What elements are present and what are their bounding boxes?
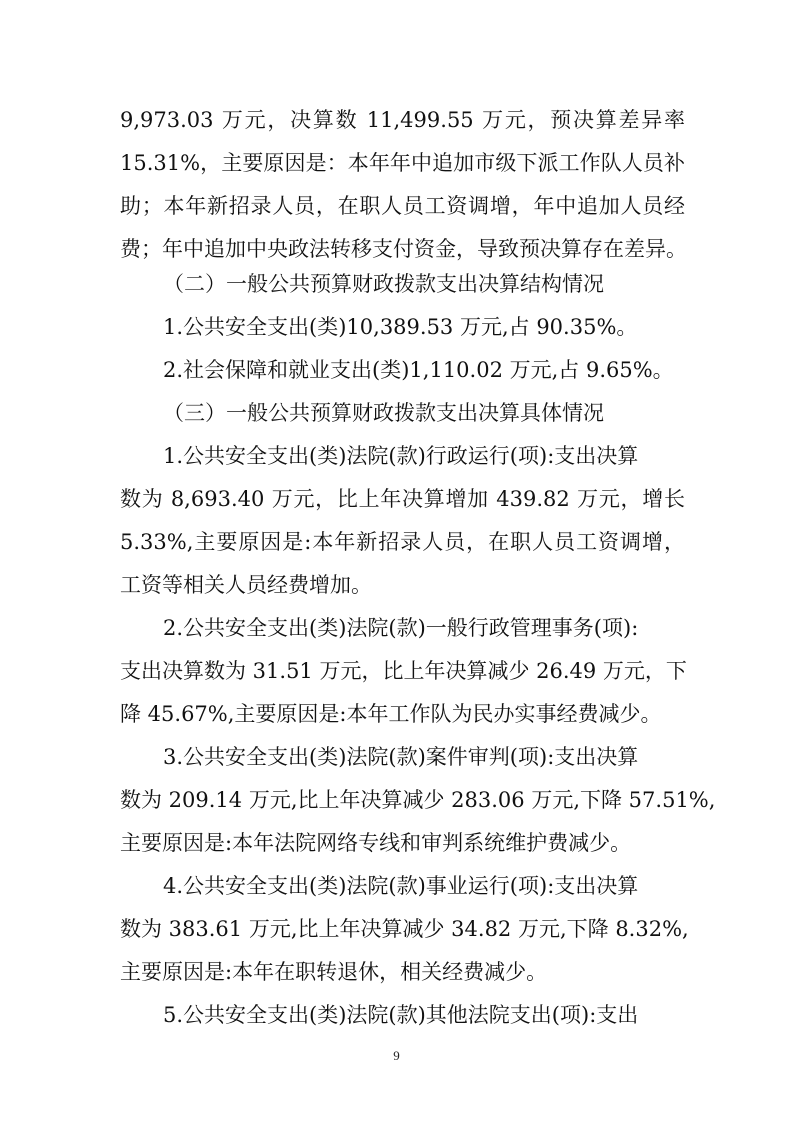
body-line: 数为 209.14 万元,比上年决算减少 283.06 万元,下降 57.51%, [120, 788, 716, 812]
body-line: 支出决算数为 31.51 万元，比上年决算减少 26.49 万元，下 [120, 659, 687, 683]
body-line-last: 主要原因是:本年法院网络专线和审判系统维护费减少。 [120, 831, 632, 855]
body-line: 助；本年新招录人员，在职人员工资调增，年中追加人员经 [120, 194, 685, 218]
list-item: 2.社会保障和就业支出(类)1,110.02 万元,占 9.65%。 [163, 358, 674, 382]
section-heading: （二）一般公共预算财政拨款支出决算结构情况 [163, 272, 604, 296]
page-number: 9 [393, 1048, 400, 1063]
item-first-line: 3.公共安全支出(类)法院(款)案件审判(项):支出决算 [163, 745, 639, 769]
item-first-line: 5.公共安全支出(类)法院(款)其他法院支出(项):支出 [163, 1003, 639, 1027]
body-line: 5.33%,主要原因是:本年新招录人员，在职人员工资调增， [120, 530, 685, 554]
body-line: 15.31%，主要原因是：本年年中追加市级下派工作队人员补 [120, 151, 685, 175]
body-line-last: 降 45.67%,主要原因是:本年工作队为民办实事经费减少。 [120, 702, 662, 726]
section-heading: （三）一般公共预算财政拨款支出决算具体情况 [163, 401, 604, 425]
item-first-line: 1.公共安全支出(类)法院(款)行政运行(项):支出决算 [163, 444, 639, 468]
list-item: 1.公共安全支出(类)10,389.53 万元,占 90.35%。 [163, 315, 638, 339]
item-first-line: 2.公共安全支出(类)法院(款)一般行政管理事务(项): [163, 616, 639, 640]
body-line: 数为 383.61 万元,比上年决算减少 34.82 万元,下降 8.32%, [120, 917, 689, 941]
body-line-last: 主要原因是:本年在职转退休，相关经费减少。 [120, 960, 548, 984]
body-line: 9,973.03 万元，决算数 11,499.55 万元，预决算差异率 [120, 108, 685, 132]
body-line-last: 工资等相关人员经费增加。 [120, 573, 372, 597]
item-first-line: 4.公共安全支出(类)法院(款)事业运行(项):支出决算 [163, 874, 639, 898]
body-line: 费；年中追加中央政法转移支付资金，导致预决算存在差异。 [120, 237, 687, 261]
body-line: 数为 8,693.40 万元，比上年决算增加 439.82 万元，增长 [120, 487, 685, 511]
